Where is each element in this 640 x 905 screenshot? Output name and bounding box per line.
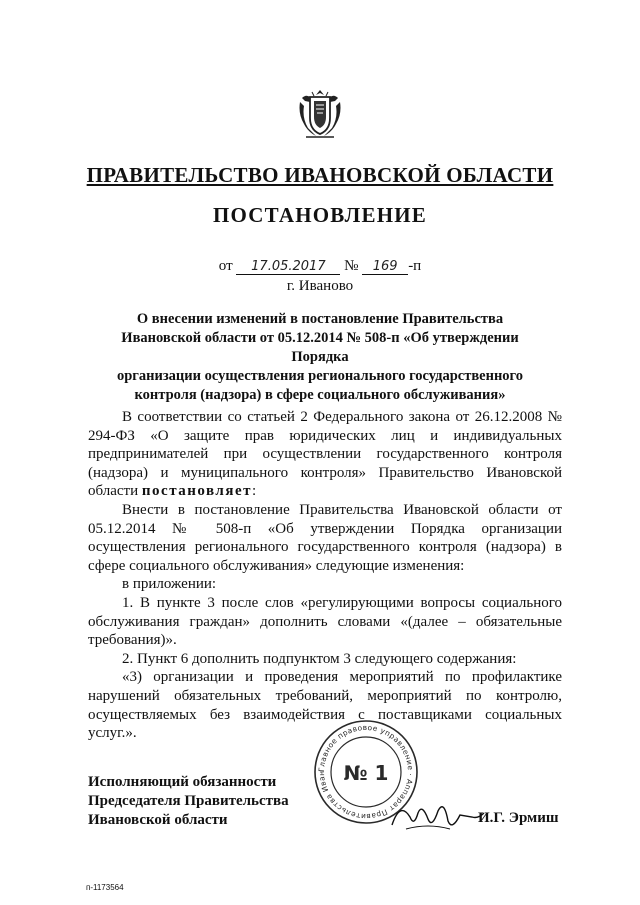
document-heading [100,310,540,405]
position-line: Председателя Правительства [88,793,289,809]
heading-line: контроля (надзора) в сфере социального обслуживания» [134,387,506,403]
seal-number: № 1 [343,761,389,785]
paragraph-item-1: 1. В пункте 3 после слов «регулирующими вопросы социального обслуживания граждан» дополнить словами «(далее – обязательные требования)». [88,594,562,649]
date-value: 17.05.2017 [236,260,340,275]
preamble-end: : [252,483,257,500]
paragraph-amend: Внести в постановление Правительства Ивановской области от 05.12.2014 № 508-п «Об утверждении Порядка организации осуществления регионального государственного контроля (надзора) в сфере социального обслуживания» следующие изменения: [88,501,562,574]
city: г. Иваново [286,278,354,294]
paragraph-item-2: 2. Пункт 6 дополнить подпунктом 3 следующего содержания: [122,650,517,667]
paragraph-annex: в приложении: [122,576,217,593]
date-prefix: от [218,258,233,274]
seal-ring-text: Главное правовое управление · Аппарат Правительства Иван [316,722,416,822]
resolves-word: постановляет [141,483,252,500]
heading-line: организации осуществления регионального государственного [116,368,524,384]
position-line: Ивановской области [88,812,228,828]
document-number: 169 [362,260,408,275]
number-sign: № [344,258,359,274]
dateline [0,258,640,275]
heading-line: О внесении изменений в постановление Правительства [136,311,504,327]
paragraph-preamble [88,408,562,501]
number-suffix: -п [408,258,422,274]
signer-name: И.Г. Эрмиш [478,810,559,826]
body-text [88,408,562,743]
handwritten-signature [388,795,488,835]
preamble-text: В соответствии со статьей 2 Федерального закона от 26.12.2008 № 294-ФЗ «О защите прав юридических лиц и индивидуальных предпринимателей при осуществлении государственного контроля (надзора) и муниципального контроля» Правительство Ивановской области [88,409,562,500]
government-title: ПРАВИТЕЛЬСТВО ИВАНОВСКОЙ ОБЛАСТИ [86,163,554,187]
document-type: ПОСТАНОВЛЕНИЕ [212,203,428,227]
coat-of-arms-icon [296,88,344,140]
position-line: Исполняющий обязанности [88,774,277,790]
heading-line: Ивановской области от 05.12.2014 № 508-п «Об утверждении Порядка [121,330,519,365]
footer-code: п-1173564 [86,883,124,892]
signatory-position [88,773,289,830]
paragraph-item-2-text: «3) организации и проведения мероприятий по профилактике нарушений обязательных требований, мероприятий по контролю, осуществляемых без взаимодействия с поставщиками социальных услуг.». [88,669,562,742]
